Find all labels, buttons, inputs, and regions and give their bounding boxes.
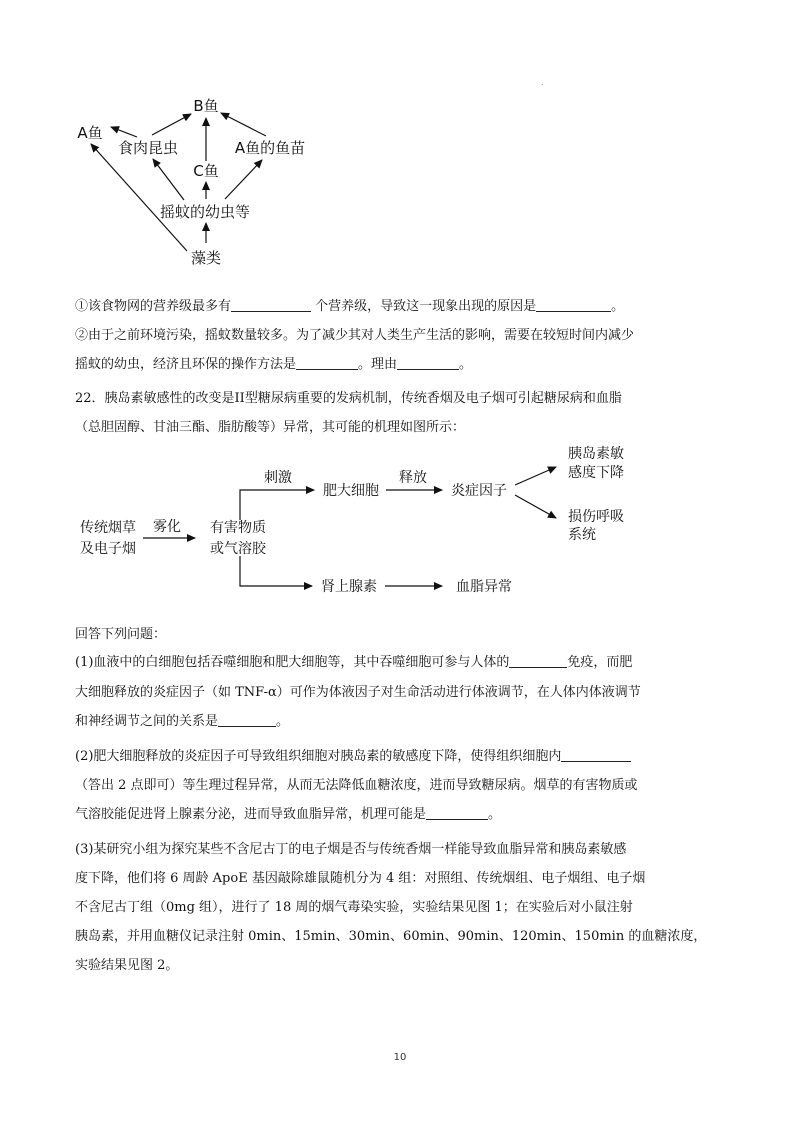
branch-upper xyxy=(240,490,314,520)
q22-p2-line1: (2)肥大细胞释放的炎症因子可导致组织细胞对胰岛素的敏感度下降，使得组织细胞内 xyxy=(75,747,730,767)
node-a-fish: A鱼 xyxy=(77,124,103,142)
q22-p3-line3: 不含尼古丁组（0mg 组），进行了 18 周的烟气毒染实验，实验结果见图 1；在实验后对小鼠注射 xyxy=(75,900,633,915)
q22-p3-line1: (3)某研究小组为探究某些不含尼古丁的电子烟是否与传统香烟一样能导致血脂异常和胰岛素敏感 xyxy=(75,842,627,857)
q22-p1-line2: 大细胞释放的炎症因子（如 TNF-α）可作为体液因子对生命活动进行体液调节，在人体内体液调节 xyxy=(75,685,641,700)
flow-harmful-line2: 或气溶胶 xyxy=(210,541,266,557)
flow-source-line1: 传统烟草 xyxy=(80,520,136,536)
q22-p3-line5: 实验结果见图 2。 xyxy=(75,958,179,973)
q22-p3-line4: 胰岛素，并用血糖仪记录注射 0min、15min、30min、60min、90min、120min、150min 的血糖浓度， xyxy=(75,929,707,944)
branch-lower xyxy=(240,556,312,586)
answer-prompt: 回答下列问题： xyxy=(75,627,167,642)
page-mark: . xyxy=(541,78,544,87)
flow-insulin-line2: 感度下降 xyxy=(568,465,624,481)
node-a-fish-fry: A鱼的鱼苗 xyxy=(234,139,306,157)
flow-lipid-abnormal: 血脂异常 xyxy=(456,579,512,595)
flow-damage-line2: 系统 xyxy=(568,527,596,543)
q21-line2: ②由于之前环境污染，摇蚊数量较多。为了减少其对人类生产生活的影响，需要在较短时间内减少 xyxy=(75,328,635,343)
q22-intro-line1: 22．胰岛素敏感性的改变是II型糖尿病重要的发病机制，传统香烟及电子烟可引起糖尿病和血脂 xyxy=(75,391,622,406)
node-carnivorous-insect: 食肉昆虫 xyxy=(117,139,179,157)
flow-release-label: 释放 xyxy=(399,470,427,486)
node-algae: 藻类 xyxy=(190,249,222,267)
node-midge-larva: 摇蚊的幼虫等 xyxy=(159,203,251,221)
q22-p1-line1: (1)血液中的白细胞包括吞噬细胞和肥大细胞等，其中吞噬细胞可参与人体的 免疫，而肥 xyxy=(75,655,633,670)
answer-blank[interactable] xyxy=(509,654,567,668)
flow-harmful-line1: 有害物质 xyxy=(210,520,266,536)
flow-stimulate-label: 刺激 xyxy=(264,470,292,486)
q22-p1-line3: 和神经调节之间的关系是 。 xyxy=(75,714,290,729)
node-b-fish: B鱼 xyxy=(193,97,219,115)
q21-line1: ①该食物网的营养级最多有 个营养级，导致这一现象出现的原因是 。 xyxy=(75,299,625,314)
answer-blank[interactable] xyxy=(426,806,488,820)
flow-inflammatory-factor: 炎症因子 xyxy=(451,483,507,499)
q22-p2-line2: （答出 2 点即可）等生理过程异常，从而无法降低血糖浓度，进而导致糖尿病。烟草的有害物质或 xyxy=(75,778,638,793)
flow-source-line2: 及电子烟 xyxy=(80,541,136,557)
q22-p3-line2: 度下降，他们将 6 周龄 ApoE 基因敲除雄鼠随机分为 4 组：对照组、传统烟组、电子烟组、电子烟 xyxy=(75,871,646,886)
flow-atomize-label: 雾化 xyxy=(153,519,181,535)
flow-damage-line1: 损伤呼吸 xyxy=(568,509,624,525)
q22-intro-line2: （总胆固醇、甘油三酯、脂肪酸等）异常，其可能的机理如图所示： xyxy=(75,420,466,435)
arrow-to-insulin xyxy=(515,467,556,485)
flow-mast-cell: 肥大细胞 xyxy=(323,483,379,499)
node-c-fish: C鱼 xyxy=(193,162,219,180)
page-number: 10 xyxy=(393,1052,407,1063)
flow-adrenaline: 肾上腺素 xyxy=(321,579,377,595)
arrow-to-respiratory xyxy=(515,495,556,518)
q21-line3: 摇蚊的幼虫，经济且环保的操作方法是 。理由 。 xyxy=(75,357,473,372)
q22-p2-line3: 气溶胶能促进肾上腺素分泌，进而导致血脂异常，机理可能是 。 xyxy=(75,807,502,822)
answer-blank[interactable] xyxy=(561,748,631,762)
answer-blank[interactable] xyxy=(218,713,276,727)
flow-insulin-line1: 胰岛素敏 xyxy=(568,446,624,462)
